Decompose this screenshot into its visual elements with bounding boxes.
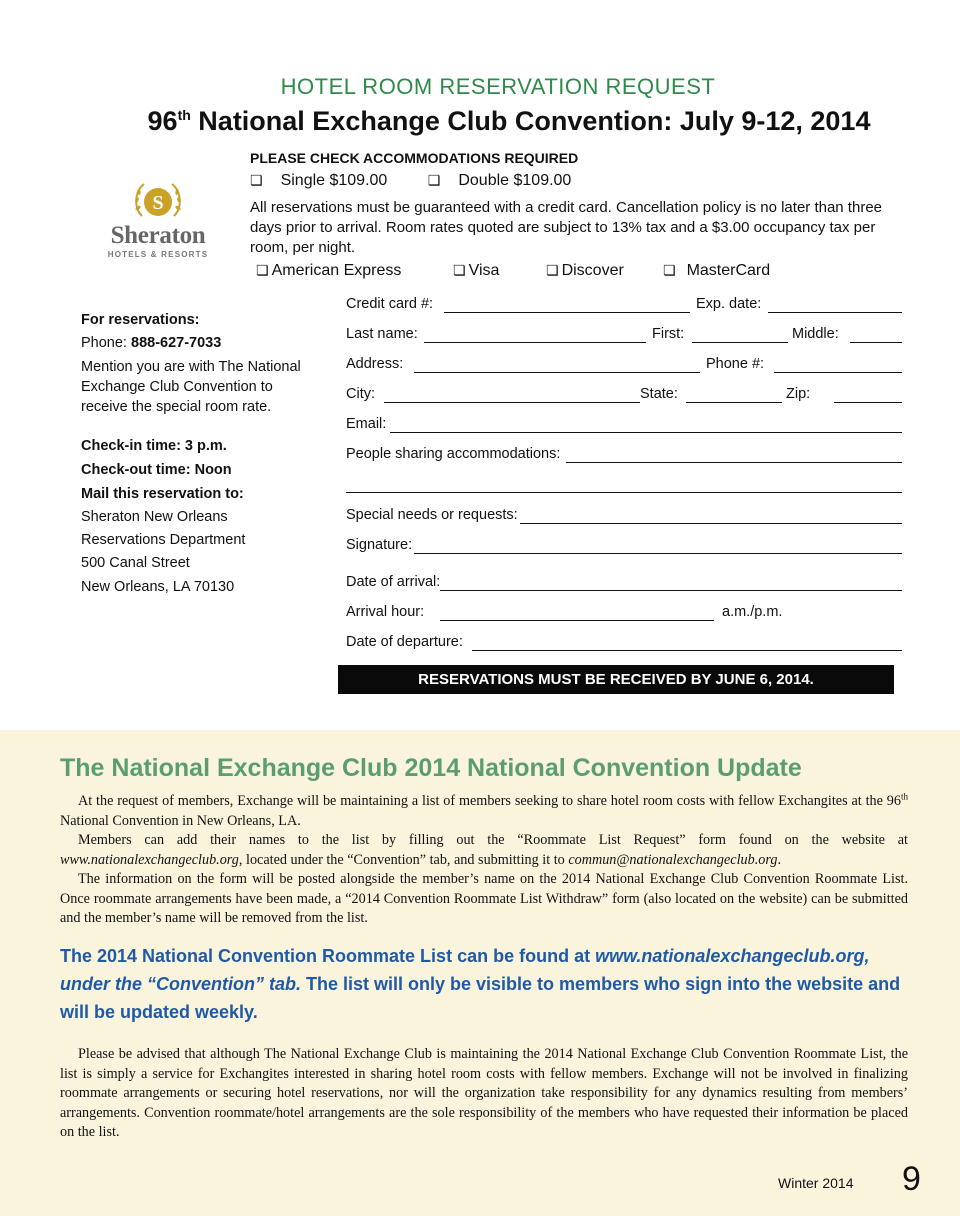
logo-wordmark: Sheraton	[110, 222, 206, 249]
people-sharing-field[interactable]	[566, 462, 902, 463]
issue-season: Winter 2014	[778, 1175, 854, 1191]
ampm-label: a.m./p.m.	[722, 604, 783, 620]
credit-card-label: Credit card #:	[346, 296, 434, 312]
arrival-hour-field[interactable]	[440, 620, 714, 621]
address-field[interactable]	[414, 372, 700, 373]
credit-card-field[interactable]	[444, 312, 690, 313]
last-name-label: Last name:	[346, 326, 418, 342]
update-title: The National Exchange Club 2014 National Convention Update	[60, 754, 802, 782]
disclaimer-paragraph: Please be advised that although The National Exchange Club is maintaining the 2014 National Exchange Club Convention Roommate List, the list is simply a service for Exchangites interested in sharing hotel room costs with fellow members. Exchange will not be involved in finalizing roommate arrangements or securing hotel reservations, nor will the organization take responsibility for any dynamics resulting from members’ arrangements. Convention roommate/hotel arrangements are the sole responsibility of the members who have requested their information be placed on the list.	[60, 1046, 908, 1140]
arrival-date-label: Date of arrival:	[346, 574, 441, 590]
card-options	[256, 262, 770, 280]
update-paragraph-2: Members can add their names to the list by filling out the “Roommate List Request” form found on the website at www.nationalexchangeclub.org, located under the “Convention” tab, and submitting it to commun@nationalexchangeclub.org.	[60, 832, 908, 868]
signature-field[interactable]	[414, 553, 902, 554]
address-line-3: 500 Canal Street	[81, 555, 190, 571]
accommodations-heading: PLEASE CHECK ACCOMMODATIONS REQUIRED	[250, 150, 579, 166]
checkbox-icon[interactable]: ❏	[250, 172, 263, 188]
signature-label: Signature:	[346, 537, 413, 553]
state-label: State:	[640, 386, 678, 402]
single-option[interactable]: ❏ Single $109.00	[250, 172, 388, 189]
arrival-hour-label: Arrival hour:	[346, 604, 425, 620]
first-name-label: First:	[652, 326, 685, 342]
middle-name-label: Middle:	[792, 326, 839, 342]
logo-subtitle: HOTELS & RESORTS	[107, 250, 209, 259]
double-option[interactable]: ❏ Double $109.00	[427, 172, 572, 189]
first-name-field[interactable]	[692, 342, 788, 343]
checkbox-icon[interactable]: ❏	[427, 172, 441, 188]
card-option-mastercard[interactable]: ❏ MasterCard	[663, 262, 771, 279]
email-link[interactable]: commun@nationalexchangeclub.org	[568, 851, 778, 868]
arrival-date-field[interactable]	[440, 590, 902, 591]
exp-date-label: Exp. date:	[696, 296, 762, 312]
page-number: 9	[902, 1160, 921, 1198]
svg-text:S: S	[152, 192, 164, 214]
roommate-list-link[interactable]: www.nationalexchangeclub.org, under the “Convention” tab.	[60, 946, 870, 994]
phone-label: Phone #:	[706, 356, 765, 372]
checkbox-icon[interactable]: ❏	[663, 262, 676, 278]
state-field[interactable]	[686, 402, 782, 403]
last-name-field[interactable]	[424, 342, 646, 343]
email-field[interactable]	[390, 432, 902, 433]
departure-date-label: Date of departure:	[346, 634, 463, 650]
sidebar-reservations-heading: For reservations:	[81, 312, 200, 328]
mail-heading: Mail this reservation to:	[81, 486, 244, 502]
email-label: Email:	[346, 416, 387, 432]
roommate-list-notice: The 2014 National Convention Roommate List can be found at www.nationalexchangeclub.org, under the “Convention” tab. The list will only be visible to members who sign into the website and will be updated weekly.	[60, 946, 901, 1022]
update-paragraph-1: At the request of members, Exchange will be maintaining a list of members seeking to share hotel room costs with fellow Exchangites at the 96th National Convention in New Orleans, LA.	[60, 791, 908, 829]
sheraton-emblem-icon	[96, 178, 220, 224]
special-needs-field[interactable]	[520, 523, 902, 524]
checkbox-icon[interactable]: ❏	[256, 262, 269, 278]
address-line-2: Reservations Department	[81, 532, 246, 548]
sidebar-mention: Mention you are with The National Exchange Club Convention to receive the special room rate.	[81, 359, 301, 415]
accommodation-options	[250, 172, 607, 190]
address-line-4: New Orleans, LA 70130	[81, 579, 235, 595]
card-option-amex[interactable]: ❏ American Express	[256, 262, 402, 279]
deadline-banner: RESERVATIONS MUST BE RECEIVED BY JUNE 6, 2014.	[338, 665, 894, 694]
zip-field[interactable]	[834, 402, 902, 403]
checkbox-icon[interactable]: ❏	[453, 262, 466, 278]
sheraton-logo	[96, 178, 220, 262]
departure-date-field[interactable]	[472, 650, 902, 651]
sidebar-phone: Phone: 888-627-7033	[81, 335, 222, 351]
page-title: 96th National Exchange Club Convention: July 9-12, 2014	[147, 106, 871, 136]
people-sharing-label: People sharing accommodations:	[346, 446, 561, 462]
zip-label: Zip:	[786, 386, 811, 402]
middle-name-field[interactable]	[850, 342, 902, 343]
people-sharing-field-2[interactable]	[346, 492, 902, 493]
card-option-visa[interactable]: ❏ Visa	[453, 262, 500, 279]
exp-date-field[interactable]	[768, 312, 902, 313]
checkout-time: Check-out time: Noon	[81, 462, 232, 478]
website-link[interactable]: www.nationalexchangeclub.org	[60, 851, 239, 868]
form-kicker: HOTEL ROOM RESERVATION REQUEST	[280, 74, 716, 99]
card-option-discover[interactable]: ❏ Discover	[546, 262, 624, 279]
address-line-1: Sheraton New Orleans	[81, 509, 228, 525]
policy-text: All reservations must be guaranteed with a credit card. Cancellation policy is no later than three days prior to arrival. Room rates quoted are subject to 13% tax and a $3.00 occupancy tax per room, per night.	[250, 199, 882, 256]
phone-field[interactable]	[774, 372, 902, 373]
checkin-time: Check-in time: 3 p.m.	[81, 438, 227, 454]
city-field[interactable]	[384, 402, 640, 403]
city-label: City:	[346, 386, 375, 402]
checkbox-icon[interactable]: ❏	[546, 262, 559, 278]
address-label: Address:	[346, 356, 404, 372]
update-paragraph-3: The information on the form will be posted alongside the member’s name on the 2014 National Exchange Club Convention Roommate List. Once roommate arrangements have been made, a “2014 Convention Roommate List Withdraw” form (also located on the website) can be submitted and the member’s name will be removed from the list.	[60, 871, 908, 926]
special-needs-label: Special needs or requests:	[346, 507, 518, 523]
